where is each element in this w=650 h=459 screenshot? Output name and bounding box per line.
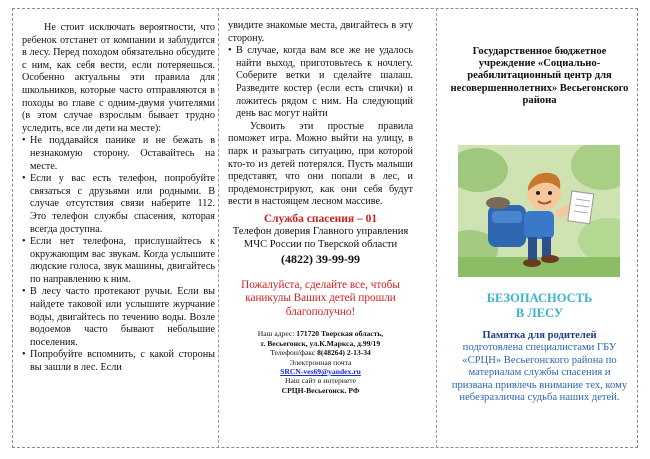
safety-heading: БЕЗОПАСНОСТЬ В ЛЕСУ (486, 291, 593, 320)
memo-block (447, 330, 632, 404)
phone-label: Телефон/факс (270, 348, 316, 358)
child-hiker-icon (458, 145, 620, 277)
continuation-text: увидите знакомые места, двигайтесь в эту сторону. (228, 20, 413, 44)
panel-right (447, 46, 632, 107)
hotline-text: Телефон доверия Главного управления МЧС России по Тверской области (232, 225, 409, 250)
panel-left (22, 22, 215, 375)
memo-text: подготовлена специалистами ГБУ «СРЦН» Весьегонского района по материалам службы спасения и призвана привлечь внимание тех, кому небезразлична судьба наших детей. (451, 342, 628, 404)
bullet-icon: • (22, 286, 26, 298)
address-label: Наш адрес: (257, 329, 295, 339)
closing-paragraph: Усвоить эти простые правила поможет игра. Можно выйти на улицу, в парк и разыграть ситуацию, при которой кто-то из детей потерялся. Пусть малыши представят, что они попали в лес, и продемонстрируют, как они себя будут вести в настоящем лесном массиве. (228, 120, 413, 208)
memo-title: Памятка для родителей (482, 330, 597, 341)
bullet-icon: • (228, 45, 232, 57)
contact-block (228, 329, 413, 395)
list-item: • Если нет телефона, прислушайтесь к окружающим вас звукам. Когда услышите людские голоса, звук машины, двигайтесь по направлению к ним. (22, 236, 215, 285)
list-item: • В случае, когда вам все же не удалось найти выход, приготовьтесь к ночлегу. Соберите ветки и сделайте шалаш. Разведите костер (если есть спички) и ложитесь рядом с ним. На следующий день вас могут найти (228, 45, 413, 120)
bullet-icon: • (22, 236, 26, 248)
panel-middle (228, 20, 413, 395)
rescue-service-title: Служба спасения – 01 (263, 212, 378, 225)
hotline-phone: (4822) 39-99-99 (281, 251, 360, 266)
list-item: • Попробуйте вспомнить, с какой стороны вы зашли в лес. Если (22, 349, 215, 374)
email-label: Электронная почта (289, 357, 352, 367)
bullet-icon: • (22, 173, 26, 185)
bullet-icon: • (22, 135, 26, 147)
organization-title: Государственное бюджетное учреждение «Социально-реабилитационный центр для несовершеннолетних» Весьегонского района (450, 46, 629, 106)
email-link[interactable]: SRCN-ves69@yandex.ru (280, 367, 361, 377)
address-line2: г. Весьегонск, ул.К.Маркса, д.99/19 (260, 338, 381, 348)
list-item: • Не поддавайся панике и не бежать в незнакомую сторону. Оставайтесь на месте. (22, 135, 215, 172)
list-item: • Если у вас есть телефон, попробуйте связаться с друзьями или родными. В случае отсутствия связи наберите 112. Это телефон службы спасения, которая всегда доступна. (22, 173, 215, 235)
list-item: • В лесу часто протекают ручьи. Если вы найдете таковой или услышите журчание воды, двигайтесь по течению воды. Возле водоемов часто бывают небольшие поселения. (22, 286, 215, 348)
site-label: Наш сайт в интернете (285, 376, 356, 386)
address-line1: 171720 Тверская область, (296, 329, 384, 339)
bullet-icon: • (22, 349, 26, 361)
intro-paragraph: Не стоит исключать вероятности, что ребенок отстанет от компании и заблудится в лесу. Перед походом обязательно обсудите с ним, как себя вести, если потеряешься. Особенно актуальны эти правила для школьников, которые часто отправляются в походы во главе с одним-двумя учителями (в этом случае взрослым бывает трудно уследить, все ли дети на месте): (22, 22, 215, 134)
child-hiker-illustration (458, 145, 620, 277)
fax-number: 8(48264) 2-13-34 (317, 348, 371, 358)
appeal-text: Пожалуйста, сделайте все, чтобы каникулы Ваших детей прошли благополучно! (241, 278, 400, 318)
site-link[interactable]: СРЦН-Весьегонск. РФ (281, 385, 360, 395)
fold-line-2 (436, 8, 437, 448)
fold-line-1 (218, 8, 219, 448)
